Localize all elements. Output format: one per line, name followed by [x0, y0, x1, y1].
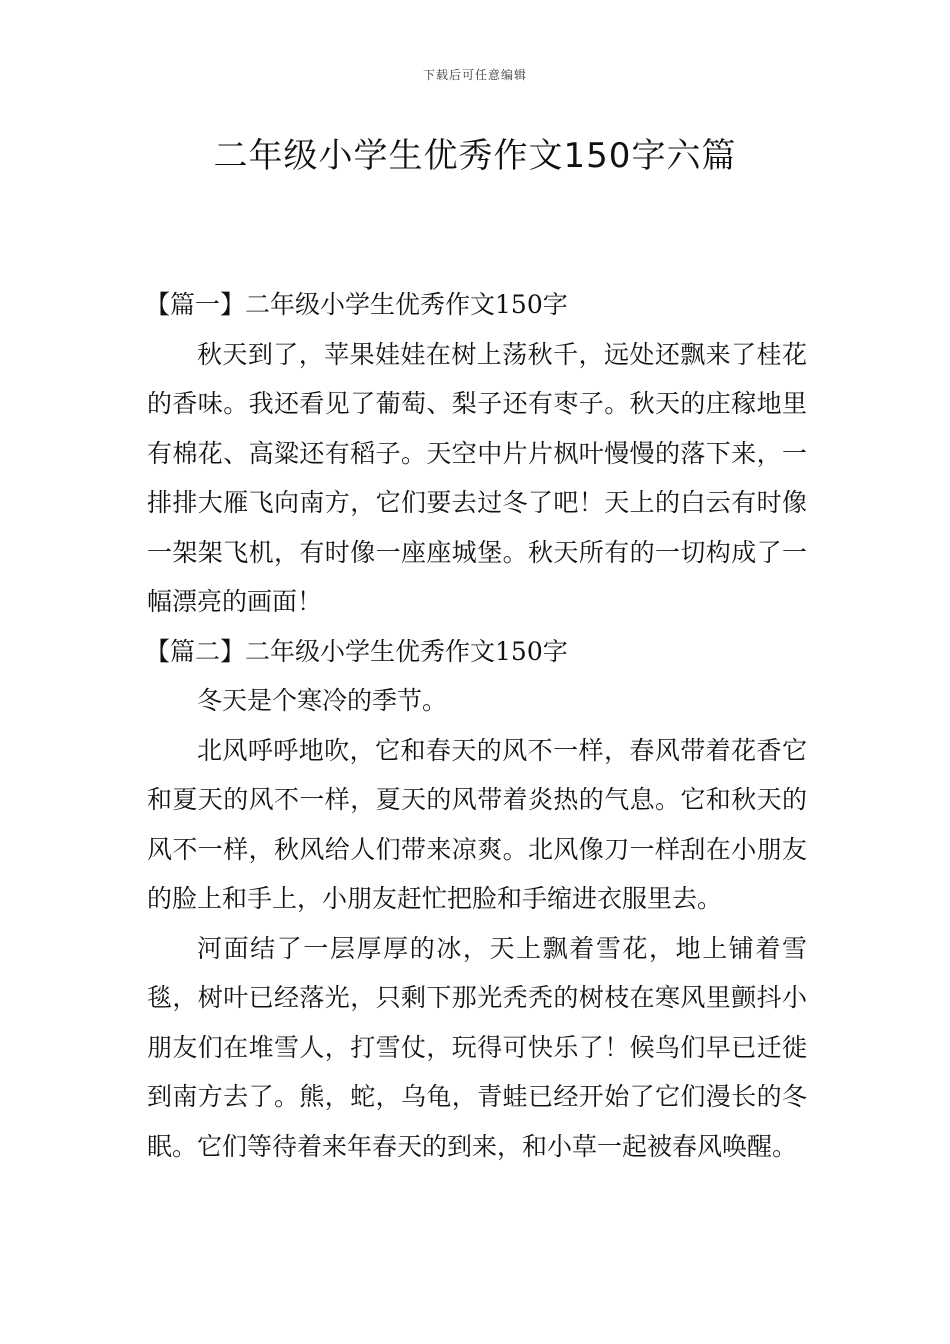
document-title: 二年级小学生优秀作文150字六篇 [213, 136, 737, 176]
section-heading-2: 【篇二】二年级小学生优秀作文150字 [145, 636, 568, 666]
header-note: 下载后可任意编辑 [422, 68, 527, 82]
paragraph: 北风呼呼地吹，它和春天的风不一样，春风带着花香它和夏天的风不一样，夏天的风带着炎热的气息。它和秋天的风不一样，秋风给人们带来凉爽。北风像刀一样刮在小朋友的脸上和手上，小朋友赶忙把脸和手缩进衣服里去。 [147, 735, 807, 913]
paragraph: 秋天到了，苹果娃娃在树上荡秋千，远处还飘来了桂花的香味。我还看见了葡萄、梨子还有枣子。秋天的庄稼地里有棉花、高粱还有稻子。天空中片片枫叶慢慢的落下来，一排排大雁飞向南方，它们要去过冬了吧！天上的白云有时像一架架飞机，有时像一座座城堡。秋天所有的一切构成了一幅漂亮的画面！ [147, 339, 807, 616]
section-heading-1: 【篇一】二年级小学生优秀作文150字 [145, 290, 568, 319]
paragraph: 河面结了一层厚厚的冰，天上飘着雪花，地上铺着雪毯，树叶已经落光，只剩下那光秃秃的树枝在寒风里颤抖小朋友们在堆雪人，打雪仗，玩得可快乐了！候鸟们早已迁徙到南方去了。熊，蛇，乌龟，青蛙已经开始了它们漫长的冬眠。它们等待着来年春天的到来，和小草一起被春风唤醒。 [147, 933, 807, 1161]
paragraph: 冬天是个寒冷的季节。 [197, 686, 448, 715]
document-body [147, 280, 807, 1171]
